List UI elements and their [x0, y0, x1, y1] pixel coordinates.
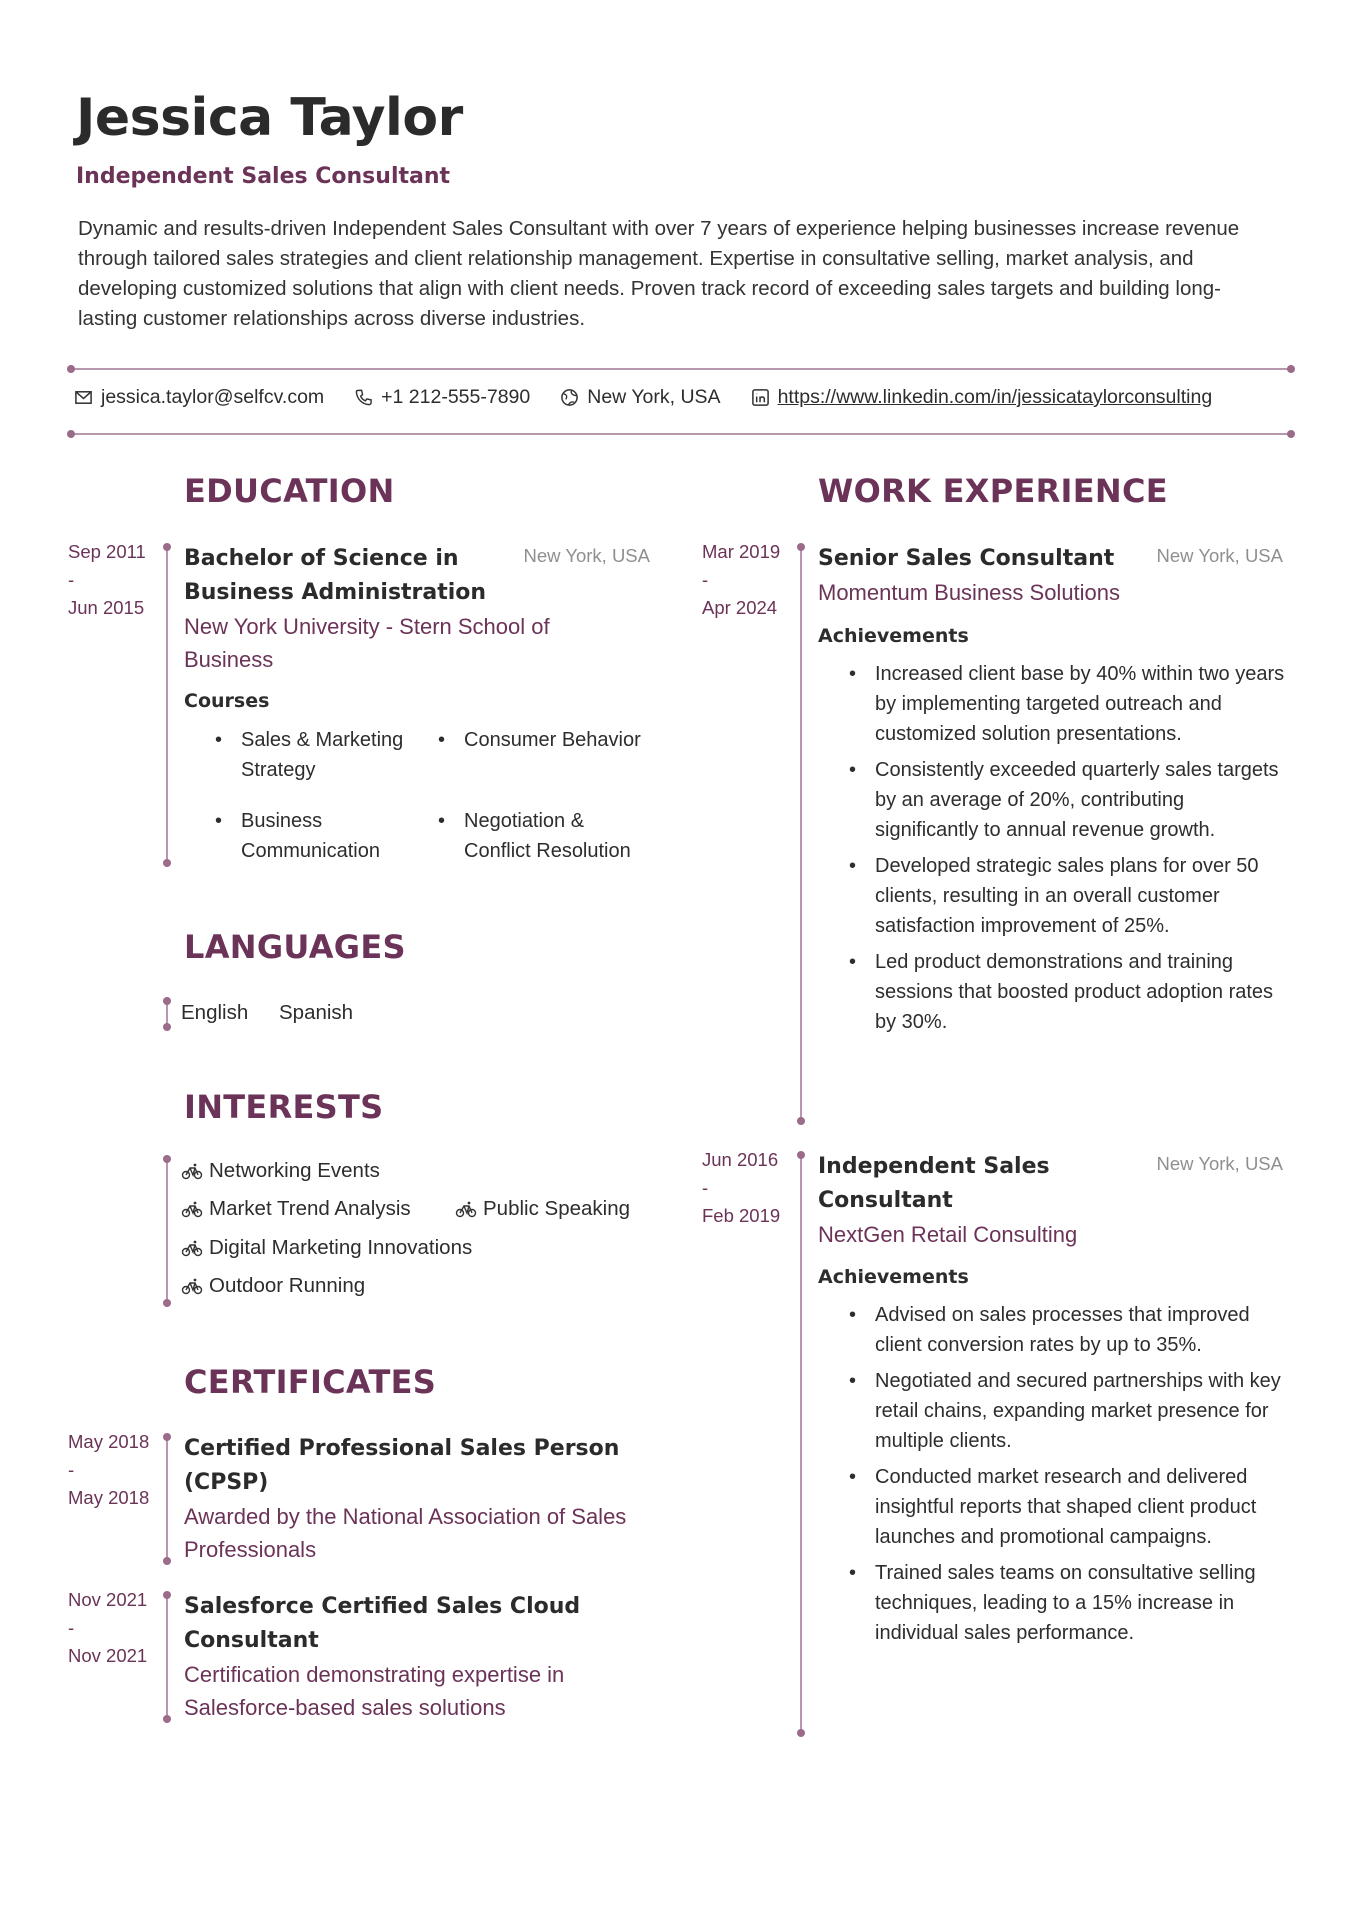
contact-phone[interactable] — [354, 386, 530, 409]
job-title: Independent Sales Consultant — [818, 1154, 1050, 1213]
certificate-date-separator: - — [68, 1459, 75, 1480]
course-item: • Sales & Marketing Strategy — [213, 725, 423, 785]
candidate-name: Jessica Taylor — [76, 88, 463, 148]
achievement-item: • Trained sales teams on consultative selling techniques, leading to a 15% increase in individual sales performance. — [847, 1558, 1287, 1648]
certificate-timeline — [166, 1436, 168, 1562]
languages-heading: LANGUAGES — [184, 928, 406, 966]
phone-icon — [354, 388, 373, 407]
language-item: Spanish — [279, 1001, 354, 1024]
achievement-item: • Developed strategic sales plans for over 50 clients, resulting in an overall customer satisfaction improvement of 25%. — [847, 851, 1287, 941]
bike-icon — [181, 1162, 203, 1180]
divider-bottom — [70, 433, 1292, 435]
achievement-item: • Advised on sales processes that improved client conversion rates by up to 35%. — [847, 1300, 1287, 1360]
certificate-end-date: Nov 2021 — [68, 1645, 148, 1666]
education-end-date: Jun 2015 — [68, 597, 145, 618]
certificate-description: Awarded by the National Association of Sales Professionals — [184, 1504, 627, 1562]
bike-icon — [181, 1239, 203, 1257]
work-experience-heading: WORK EXPERIENCE — [818, 472, 1168, 510]
interest-item: Digital Marketing Innovations — [181, 1236, 472, 1260]
achievement-item: • Led product demonstrations and training sessions that boosted product adoption rates by 30%. — [847, 947, 1287, 1037]
job-company: Momentum Business Solutions — [818, 580, 1121, 605]
achievements-list — [847, 1300, 1287, 1654]
divider-top — [70, 368, 1292, 370]
interest-item: Public Speaking — [455, 1197, 630, 1221]
education-heading: EDUCATION — [184, 472, 395, 510]
certificate-name: Certified Professional Sales Person (CPSP) — [184, 1436, 620, 1495]
achievement-item: • Negotiated and secured partnerships with key retail chains, expanding market presence for multiple clients. — [847, 1366, 1287, 1456]
achievement-item: • Conducted market research and delivered insightful reports that shaped client product launches and promotional campaigns. — [847, 1462, 1287, 1552]
achievements-label: Achievements — [818, 625, 969, 647]
course-item: • Business Communication — [213, 806, 423, 866]
job-timeline — [800, 1154, 802, 1734]
mail-icon — [74, 388, 93, 407]
interests-heading: INTERESTS — [184, 1088, 384, 1126]
job-start-date: Mar 2019 — [702, 541, 781, 562]
contact-bar — [74, 386, 1212, 409]
contact-linkedin[interactable] — [751, 386, 1213, 409]
interest-item: Market Trend Analysis — [181, 1197, 411, 1221]
education-school: New York University - Stern School of Business — [184, 614, 550, 672]
certificates-heading: CERTIFICATES — [184, 1363, 437, 1401]
languages-timeline — [166, 1000, 168, 1028]
course-item: • Consumer Behavior — [436, 725, 656, 755]
job-end-date: Feb 2019 — [702, 1205, 781, 1226]
interest-item: Outdoor Running — [181, 1274, 365, 1298]
certificate-date-separator: - — [68, 1617, 75, 1638]
bike-icon — [181, 1277, 203, 1295]
job-date-separator: - — [702, 1177, 709, 1198]
interest-item: Networking Events — [181, 1159, 380, 1183]
achievements-list — [847, 659, 1287, 1043]
linkedin-icon — [751, 388, 770, 407]
job-company: NextGen Retail Consulting — [818, 1222, 1078, 1247]
job-start-date: Jun 2016 — [702, 1149, 779, 1170]
course-item: • Negotiation & Conflict Resolution — [436, 806, 656, 866]
location-text: New York, USA — [587, 386, 721, 408]
job-date-separator: - — [702, 569, 709, 590]
job-title: Senior Sales Consultant — [818, 546, 1115, 571]
contact-location — [560, 386, 720, 409]
certificate-timeline — [166, 1594, 168, 1720]
profile-summary: Dynamic and results-driven Independent Sales Consultant with over 7 years of experience helping businesses increase revenue through tailored sales strategies and client relationship management. Expertise in consultative selling, market analysis, and developing customized solutions that align with client needs. Proven track record of exceeding sales targets and building long-lasting customer relationships across diverse industries. — [78, 217, 1240, 330]
certificate-start-date: Nov 2021 — [68, 1589, 148, 1610]
job-location: New York, USA — [1156, 545, 1283, 566]
courses-label: Courses — [184, 690, 270, 712]
achievements-label: Achievements — [818, 1266, 969, 1288]
achievement-item: • Consistently exceeded quarterly sales targets by an average of 20%, contributing significantly to annual revenue growth. — [847, 755, 1287, 845]
linkedin-link[interactable]: https://www.linkedin.com/in/jessicataylorconsulting — [777, 386, 1213, 408]
education-location: New York, USA — [523, 545, 650, 566]
certificate-end-date: May 2018 — [68, 1487, 150, 1508]
certificate-description: Certification demonstrating expertise in Salesforce-based sales solutions — [184, 1662, 565, 1720]
job-end-date: Apr 2024 — [702, 597, 778, 618]
interests-timeline — [166, 1158, 168, 1304]
education-start-date: Sep 2011 — [68, 541, 146, 562]
education-degree: Bachelor of Science in Business Administration — [184, 546, 487, 605]
certificate-start-date: May 2018 — [68, 1431, 150, 1452]
certificate-name: Salesforce Certified Sales Cloud Consultant — [184, 1594, 581, 1653]
globe-icon — [560, 388, 579, 407]
job-timeline — [800, 546, 802, 1122]
education-date-separator: - — [68, 569, 75, 590]
phone-text: +1 212-555-7890 — [381, 386, 531, 408]
contact-email[interactable] — [74, 386, 324, 409]
language-item: English — [181, 1001, 249, 1024]
job-location: New York, USA — [1156, 1153, 1283, 1174]
bike-icon — [181, 1200, 203, 1218]
achievement-item: • Increased client base by 40% within two years by implementing targeted outreach and customized solution presentations. — [847, 659, 1287, 749]
bike-icon — [455, 1200, 477, 1218]
education-timeline — [166, 546, 168, 864]
headline: Independent Sales Consultant — [76, 164, 451, 189]
email-text: jessica.taylor@selfcv.com — [101, 386, 325, 408]
